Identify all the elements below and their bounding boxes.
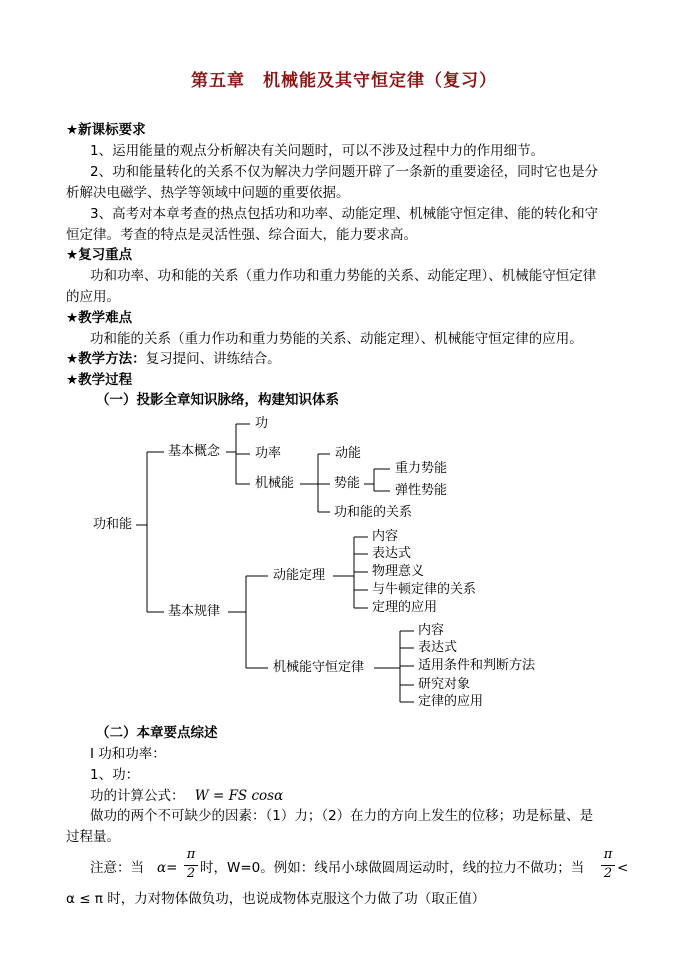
paragraph-line: 功和能的关系（重力作功和重力势能的关系、动能定理）、机械能守恒定律的应用。 <box>90 331 583 347</box>
less-than-sign: < <box>617 860 629 876</box>
method-text: 复习提问、讲练结合。 <box>145 351 281 367</box>
paragraph-line: 恒定律。考查的特点是灵活性强、综合面大，能力要求高。 <box>66 227 417 243</box>
tree-node-work-energy: 功和能的关系 <box>334 505 413 520</box>
tree-leaf: 内容 <box>418 623 445 638</box>
subsection-heading: （一）投影全章知识脉络，构建知识体系 <box>96 392 339 408</box>
tree-node-basic-concepts: 基本概念 <box>168 444 221 459</box>
tree-node-conservation: 机械能守恒定律 <box>273 660 365 675</box>
page-title: 第五章 机械能及其守恒定律（复习） <box>191 71 497 91</box>
paragraph-line: 做功的两个不可缺少的因素：（1）力；（2）在力的方向上发生的位移；功是标量、是 <box>90 808 594 824</box>
section-heading-review: ★复习重点 <box>66 247 133 263</box>
fraction-numerator: π <box>603 847 613 862</box>
tree-leaf: 物理意义 <box>372 564 425 579</box>
paragraph-line: 析解决电磁学、热学等领域中问题的重要依据。 <box>66 185 350 201</box>
tree-root: 功和能 <box>93 517 133 532</box>
tree-node-power: 功率 <box>255 446 282 461</box>
paragraph-line: 过程量。 <box>66 829 120 845</box>
formula-line <box>90 787 283 805</box>
tree-leaf: 内容 <box>372 529 399 544</box>
note-text: 时，W=0。例如：线吊小球做圆周运动时，线的拉力不做功；当 <box>200 860 585 876</box>
tree-leaf: 适用条件和判断方法 <box>418 658 536 673</box>
tree-leaf: 研究对象 <box>418 677 471 692</box>
tree-leaf: 表达式 <box>418 640 458 655</box>
paragraph-line: 2、功和能量转化的关系不仅为解决力学问题开辟了一条新的重要途径，同时它也是分 <box>90 164 599 180</box>
note-alpha: α= <box>157 860 178 876</box>
tree-leaf: 表达式 <box>372 546 412 561</box>
section-heading-method: ★教学方法： <box>66 351 146 367</box>
fraction-denominator: 2 <box>603 866 613 881</box>
note-label: 注意：当 <box>90 860 144 876</box>
subsection-heading: （二）本章要点综述 <box>96 725 218 741</box>
tree-node-potential: 势能 <box>334 476 361 491</box>
paragraph-line: 的应用。 <box>66 289 120 305</box>
tree-node-mech-energy: 机械能 <box>255 476 295 491</box>
tree-leaf: 定律的应用 <box>418 694 484 709</box>
section-heading-difficulty: ★教学难点 <box>66 310 133 326</box>
fraction-numerator: π <box>186 847 196 862</box>
section-heading-process: ★教学过程 <box>66 372 133 388</box>
sub-heading-work-power: Ⅰ 功和功率： <box>90 746 166 762</box>
formula: W = FS cosα <box>194 788 284 804</box>
section-heading-standards: ★新课标要求 <box>66 122 146 138</box>
tree-node-grav-pot: 重力势能 <box>395 461 448 476</box>
tree-node-kinetic: 动能 <box>335 446 362 461</box>
paragraph-line: 功和功率、功和能的关系（重力作功和重力势能的关系、动能定理）、机械能守恒定律 <box>90 268 597 284</box>
item-work: 1、功： <box>90 767 140 783</box>
tree-node-elastic-pot: 弹性势能 <box>395 483 448 498</box>
paragraph-line: 1、运用能量的观点分析解决有关问题时，可以不涉及过程中力的作用细节。 <box>90 143 545 159</box>
fraction-denominator: 2 <box>186 866 196 881</box>
tree-node-basic-laws: 基本规律 <box>168 604 221 619</box>
tree-leaf: 与牛顿定律的关系 <box>372 582 477 597</box>
tree-node-work: 功 <box>255 416 269 431</box>
tree-leaf: 定理的应用 <box>372 600 438 615</box>
formula-label: 功的计算公式： <box>90 788 185 804</box>
paragraph-line: α ≤ π 时，力对物体做负功，也说成物体克服这个力做了功（取正值） <box>66 891 486 907</box>
paragraph-line: 3、高考对本章考查的热点包括功和功率、动能定理、机械能守恒定律、能的转化和守 <box>90 206 599 222</box>
tree-node-ke-theorem: 动能定理 <box>273 568 326 583</box>
